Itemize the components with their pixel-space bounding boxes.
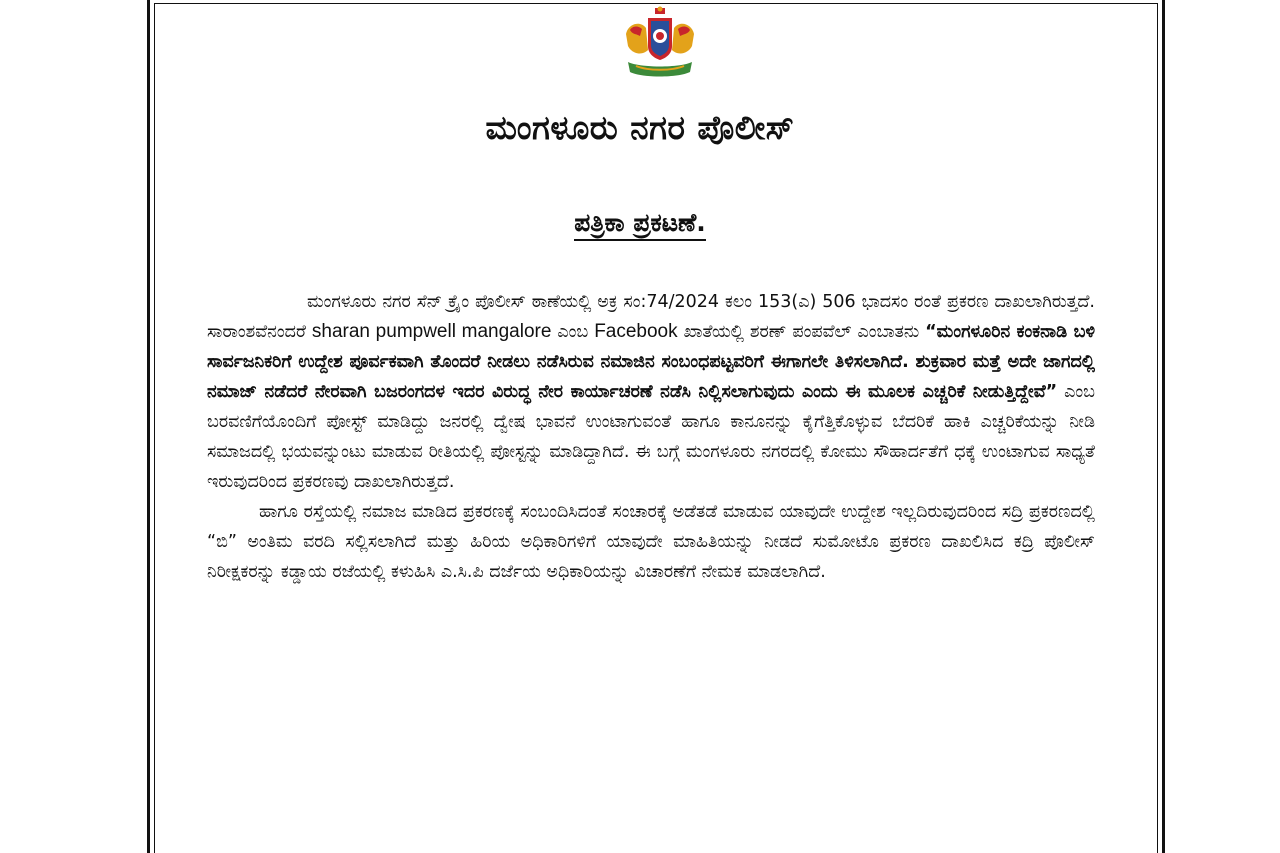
quoted-post: “ಮಂಗಳೂರಿನ ಕಂಕನಾಡಿ ಬಳಿ ಸಾರ್ವಜನಿಕರಿಗೆ ಉದ್ದೇಶ ಪೂರ್ವಕವಾಗಿ ತೊಂದರೆ ನೀಡಲು ನಡೆಸಿರುವ ನಮಾಜಿನ ಸಂಬಂಧಪಟ್ಟವರಿಗೆ ಈಗಾಗಲೇ ತಿಳಿಸಲಾಗಿದೆ. ಶುಕ್ರವಾರ ಮತ್ತೆ ಅದೇ ಜಾಗದಲ್ಲಿ ನಮಾಜ್ ನಡೆದರೆ ನೇರವಾಗಿ ಬಜರಂಗದಳ ಇದರ ವಿರುದ್ಧ ನೇರ ಕಾರ್ಯಾಚರಣೆ ನಡೆಸಿ ನಿಲ್ಲಿಸಲಾಗುವುದು ಎಂದು ಈ ಮೂಲಕ ಎಚ್ಚರಿಕೆ ನೀಡುತ್ತಿದ್ದೇವೆ”: [207, 322, 1095, 402]
document-title: ಮಂಗಳೂರು ನಗರ ಪೊಲೀಸ್: [485, 108, 795, 147]
paragraph-1-rest: ಎಂಬ ಬರವಣಿಗೆಯೊಂದಿಗೆ ಪೋಸ್ಟ್ ಮಾಡಿದ್ದು ಜನರಲ್ಲಿ ದ್ವೇಷ ಭಾವನೆ ಉಂಟಾಗುವಂತೆ ಹಾಗೂ ಕಾನೂನನ್ನು ಕೈಗೆತ್ತಿಕೊಳ್ಳುವ ಬೆದರಿಕೆ ಹಾಕಿ ಎಚ್ಚರಿಕೆಯನ್ನು ನೀಡಿ ಸಮಾಜದಲ್ಲಿ ಭಯವನ್ನುಂಟು ಮಾಡುವ ರೀತಿಯಲ್ಲಿ ಪೋಸ್ಟನ್ನು ಮಾಡಿದ್ದಾಗಿದೆ. ಈ ಬಗ್ಗೆ ಮಂಗಳೂರು ನಗರದಲ್ಲಿ ಕೋಮು ಸೌಹಾರ್ದತೆಗೆ ಧಕ್ಕೆ ಉಂಟಾಗುವ ಸಾಧ್ಯತೆ ಇರುವುದರಿಂದ ಪ್ರಕರಣವು ದಾಖಲಾಗಿರುತ್ತದೆ.: [207, 382, 1095, 492]
platform-name: Facebook: [594, 321, 678, 342]
paragraph-1-connector: ಎಂಬ: [551, 322, 595, 342]
subtitle-text: ಪತ್ರಿಕಾ ಪ್ರಕಟಣೆ.: [574, 208, 706, 241]
paragraph-1-intro: ಮಂಗಳೂರು ನಗರ ಸೆನ್ ಕ್ರೈಂ ಪೊಲೀಸ್ ಠಾಣೆಯಲ್ಲಿ ಅಕ್ರ ಸಂ:74/2024 ಕಲಂ 153(ಎ) 506 ಭಾದಸಂ ರಂತೆ ಪ್ರಕರಣ ದಾಖಲಾಗಿರುತ್ತದೆ. ಸಾರಾಂಶವೆನಂದರೆ: [207, 292, 1095, 342]
press-release-body: [207, 287, 1095, 587]
paragraph-1-account-text: ಖಾತೆಯಲ್ಲಿ ಶರಣ್ ಪಂಪವೆಲ್ ಎಂಬಾತನು: [677, 322, 926, 342]
paragraph-2: ಹಾಗೂ ರಸ್ತೆಯಲ್ಲಿ ನಮಾಜ ಮಾಡಿದ ಪ್ರಕರಣಕ್ಕೆ ಸಂಬಂದಿಸಿದಂತೆ ಸಂಚಾರಕ್ಕೆ ಅಡೆತಡೆ ಮಾಡುವ ಯಾವುದೇ ಉದ್ದೇಶ ಇಲ್ಲದಿರುವುದರಿಂದ ಸದ್ರಿ ಪ್ರಕರಣದಲ್ಲಿ “ಬಿ” ಅಂತಿಮ ವರದಿ ಸಲ್ಲಿಸಲಾಗಿದೆ ಮತ್ತು ಹಿರಿಯ ಅಧಿಕಾರಿಗಳಿಗೆ ಯಾವುದೇ ಮಾಹಿತಿಯನ್ನು ನೀಡದೆ ಸುಮೋಟೊ ಪ್ರಕರಣ ದಾಖಲಿಸಿದ ಕದ್ರಿ ಪೊಲೀಸ್ ನಿರೀಕ್ಷಕರನ್ನು ಕಡ್ಡಾಯ ರಜೆಯಲ್ಲಿ ಕಳುಹಿಸಿ ಎ.ಸಿ.ಪಿ ದರ್ಜೆಯ ಅಧಿಕಾರಿಯನ್ನು ವಿಚಾರಣೆಗೆ ನೇಮಕ ಮಾಡಲಾಗಿದೆ.: [207, 502, 1095, 582]
document-subtitle: [0, 208, 1280, 238]
karnataka-state-emblem-icon: [618, 6, 702, 80]
paragraph-1: [207, 287, 1095, 497]
facebook-account-name: sharan pumpwell mangalore: [311, 321, 552, 342]
